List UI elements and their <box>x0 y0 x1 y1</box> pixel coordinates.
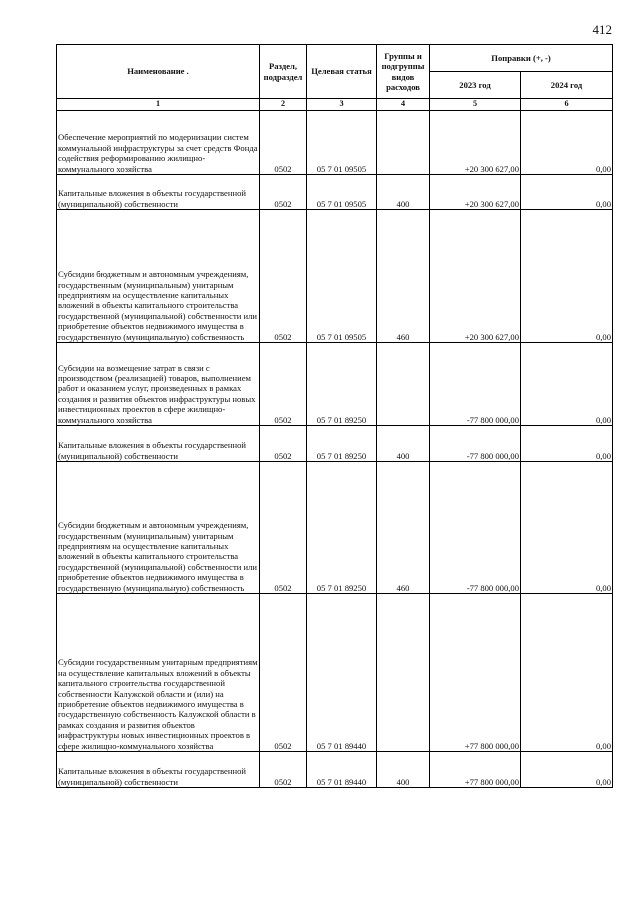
row-group <box>377 343 430 426</box>
column-number: 2 <box>260 99 307 111</box>
header-name: Наименование . <box>57 45 260 99</box>
row-2024: 0,00 <box>521 752 613 788</box>
row-target: 05 7 01 89250 <box>307 462 377 594</box>
row-section: 0502 <box>260 752 307 788</box>
budget-amendments-table <box>56 44 613 788</box>
table-row <box>57 175 613 210</box>
row-section: 0502 <box>260 426 307 462</box>
row-target: 05 7 01 89250 <box>307 426 377 462</box>
row-group: 400 <box>377 175 430 210</box>
column-number: 1 <box>57 99 260 111</box>
header-section: Раздел, подраздел <box>260 45 307 99</box>
page-number: 412 <box>592 22 612 37</box>
row-name: Субсидии на возмещение затрат в связи с производством (реализацией) товаров, выполнением работ и оказанием услуг, произведенных в рамках создания и развития объектов инфраструктуры новых инвестиционных проектов в сфере жилищно-коммунального хозяйства <box>57 343 260 426</box>
column-numbers-row <box>57 99 613 111</box>
row-2023: +77 800 000,00 <box>430 752 521 788</box>
row-target: 05 7 01 09505 <box>307 111 377 175</box>
row-group: 460 <box>377 462 430 594</box>
table-row <box>57 426 613 462</box>
row-target: 05 7 01 89440 <box>307 594 377 752</box>
row-target: 05 7 01 09505 <box>307 210 377 343</box>
table-row <box>57 111 613 175</box>
row-2023: +20 300 627,00 <box>430 111 521 175</box>
header-groups: Группы и подгруппы видов расходов <box>377 45 430 99</box>
row-2023: -77 800 000,00 <box>430 462 521 594</box>
row-name: Капитальные вложения в объекты государственной (муниципальной) собственности <box>57 175 260 210</box>
table-row <box>57 752 613 788</box>
row-name: Субсидии государственным унитарным предприятиям на осуществление капитальных вложений в объекты капитального строительства государственной собственности Калужской области и (или) на приобретение объектов недвижимого имущества в государственную собственность Калужской области в рамках создания и развития объектов инфраструктуры новых инвестиционных проектов в сфере жилищно-коммунального хозяйства <box>57 594 260 752</box>
row-name: Обеспечение мероприятий по модернизации систем коммунальной инфраструктуры за счет средств Фонда содействия реформированию жилищно-коммунального хозяйства <box>57 111 260 175</box>
row-section: 0502 <box>260 343 307 426</box>
row-section: 0502 <box>260 594 307 752</box>
row-target: 05 7 01 89250 <box>307 343 377 426</box>
column-number: 5 <box>430 99 521 111</box>
table-row <box>57 462 613 594</box>
row-2024: 0,00 <box>521 426 613 462</box>
row-section: 0502 <box>260 462 307 594</box>
row-2024: 0,00 <box>521 462 613 594</box>
row-name: Субсидии бюджетным и автономным учреждениям, государственным (муниципальным) унитарным предприятиям на осуществление капитальных вложений в объекты капитального строительства государственной (муниципальной) собственности или приобретение объектов недвижимого имущества в государственную (муниципальную) собственность <box>57 462 260 594</box>
row-2024: 0,00 <box>521 111 613 175</box>
row-group: 460 <box>377 210 430 343</box>
header-year-2024: 2024 год <box>521 72 613 99</box>
row-target: 05 7 01 09505 <box>307 175 377 210</box>
row-2023: +77 800 000,00 <box>430 594 521 752</box>
table-row <box>57 343 613 426</box>
row-target: 05 7 01 89440 <box>307 752 377 788</box>
column-number: 6 <box>521 99 613 111</box>
row-2023: -77 800 000,00 <box>430 343 521 426</box>
row-group <box>377 111 430 175</box>
row-name: Капитальные вложения в объекты государственной (муниципальной) собственности <box>57 426 260 462</box>
row-2024: 0,00 <box>521 343 613 426</box>
header-target: Целевая статья <box>307 45 377 99</box>
table-row <box>57 210 613 343</box>
row-section: 0502 <box>260 111 307 175</box>
header-amendments: Поправки (+, -) <box>430 45 613 72</box>
row-section: 0502 <box>260 210 307 343</box>
row-group: 400 <box>377 426 430 462</box>
row-name: Субсидии бюджетным и автономным учреждениям, государственным (муниципальным) унитарным предприятиям на осуществление капитальных вложений в объекты капитального строительства государственной (муниципальной) собственности или приобретение объектов недвижимого имущества в государственную (муниципальную) собственность <box>57 210 260 343</box>
row-section: 0502 <box>260 175 307 210</box>
table-row <box>57 594 613 752</box>
row-2024: 0,00 <box>521 175 613 210</box>
row-2023: +20 300 627,00 <box>430 210 521 343</box>
column-number: 4 <box>377 99 430 111</box>
row-2024: 0,00 <box>521 594 613 752</box>
header-year-2023: 2023 год <box>430 72 521 99</box>
row-2023: +20 300 627,00 <box>430 175 521 210</box>
row-2024: 0,00 <box>521 210 613 343</box>
row-2023: -77 800 000,00 <box>430 426 521 462</box>
row-group: 400 <box>377 752 430 788</box>
column-number: 3 <box>307 99 377 111</box>
row-name: Капитальные вложения в объекты государственной (муниципальной) собственности <box>57 752 260 788</box>
row-group <box>377 594 430 752</box>
